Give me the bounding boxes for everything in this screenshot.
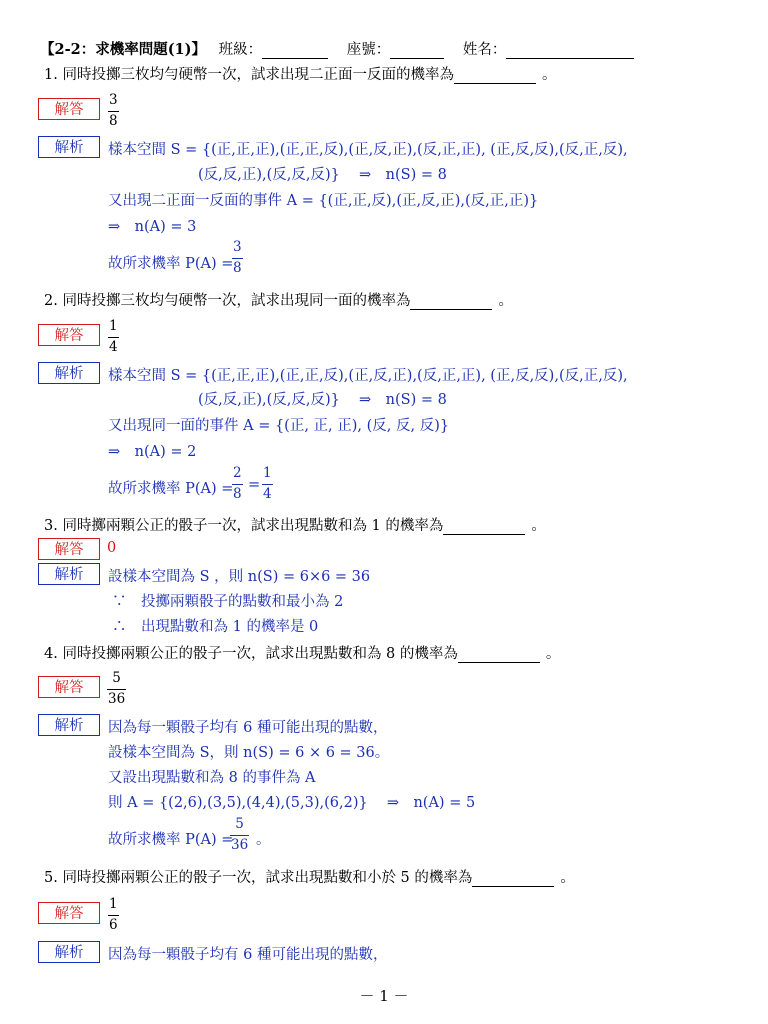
answer-label-1: 解答 xyxy=(38,98,100,120)
question-5 xyxy=(44,866,575,887)
explanation-label-2: 解析 xyxy=(38,362,100,384)
answer-4-denominator: 36 xyxy=(108,690,126,707)
question-3 xyxy=(44,514,546,535)
answer-5-numerator: 1 xyxy=(109,896,118,912)
q3-explanation-line-3: ∴ 出現點數和為 1 的機率是 0 xyxy=(112,619,319,635)
explanation-label-4: 解析 xyxy=(38,714,100,736)
question-4-end: 。 xyxy=(545,646,561,662)
answer-4-fraction xyxy=(107,672,126,706)
question-2 xyxy=(44,289,513,310)
q4-probability-text: 故所求機率 P(A) = xyxy=(108,832,234,848)
q2-prob2-denominator: 4 xyxy=(263,485,272,502)
q1-explanation-line-4: ⇒ n(A) = 3 xyxy=(108,219,197,235)
q2-explanation-line-3: 又出現同一面的事件 A = {(正, 正, 正), (反, 反, 反)} xyxy=(108,418,450,434)
q4-explanation-line-3: 又設出現點數和為 8 的事件為 A xyxy=(108,770,316,786)
answer-5-denominator: 6 xyxy=(109,916,118,933)
explanation-label-3: 解析 xyxy=(38,563,100,585)
answer-blank-1[interactable] xyxy=(454,67,536,84)
q2-explanation-line-1: 樣本空間 S = {(正,正,正),(正,正,反),(正,反,正),(反,正,正), (正,反,反),(反,正,反), xyxy=(108,368,628,384)
q1-explanation-line-1: 樣本空間 S = {(正,正,正),(正,正,反),(正,反,正),(反,正,正), (正,反,反),(反,正,反), xyxy=(108,142,628,158)
question-4 xyxy=(44,642,560,663)
q4-probability-end: 。 xyxy=(256,832,271,848)
answer-1-numerator: 3 xyxy=(109,92,118,108)
seat-blank[interactable] xyxy=(390,42,444,59)
answer-1-denominator: 8 xyxy=(109,112,118,129)
q3-explanation-line-2: ∵ 投擲兩顆骰子的點數和最小為 2 xyxy=(112,594,344,610)
question-1 xyxy=(44,63,556,84)
answer-blank-3[interactable] xyxy=(443,518,525,535)
q4-probability-fraction xyxy=(230,818,249,852)
q4-prob-numerator: 5 xyxy=(235,816,244,832)
q5-explanation-line-1: 因為每一顆骰子均有 6 種可能出現的點數， xyxy=(108,947,388,963)
answer-label-3: 解答 xyxy=(38,538,100,560)
q1-probability-text: 故所求機率 P(A) = xyxy=(108,256,234,272)
name-label: 姓名： xyxy=(462,42,507,58)
q2-probability-fraction-1 xyxy=(232,467,243,501)
q3-explanation-line-1: 設樣本空間為 S ，則 n(S) = 6×6 = 36 xyxy=(108,569,371,585)
answer-3-value: 0 xyxy=(107,540,117,556)
explanation-label-1: 解析 xyxy=(38,136,100,158)
answer-1-fraction xyxy=(108,94,119,128)
q2-explanation-line-4: ⇒ n(A) = 2 xyxy=(108,444,197,460)
seat-label: 座號： xyxy=(346,42,391,58)
q2-prob1-numerator: 2 xyxy=(233,465,242,481)
question-3-text: 3. 同時擲兩顆公正的骰子一次，試求出現點數和為 1 的機率為 xyxy=(44,518,444,534)
question-5-text: 5. 同時投擲兩顆公正的骰子一次，試求出現點數和小於 5 的機率為 xyxy=(44,870,473,886)
q1-explanation-line-3: 又出現二正面一反面的事件 A = {(正,正,反),(正,反,正),(反,正,正)} xyxy=(108,193,539,209)
q2-equals-sign: = xyxy=(248,477,261,493)
answer-blank-2[interactable] xyxy=(410,293,492,310)
answer-blank-5[interactable] xyxy=(472,870,554,887)
question-1-text: 1. 同時投擲三枚均勻硬幣一次，試求出現二正面一反面的機率為 xyxy=(44,67,454,83)
q2-probability-fraction-2 xyxy=(262,467,273,501)
answer-5-fraction xyxy=(108,898,119,932)
q1-prob-denominator: 8 xyxy=(233,259,242,276)
q2-prob2-numerator: 1 xyxy=(263,465,272,481)
question-4-text: 4. 同時投擲兩顆公正的骰子一次，試求出現點數和為 8 的機率為 xyxy=(44,646,458,662)
question-5-end: 。 xyxy=(560,870,575,886)
q4-prob-denominator: 36 xyxy=(231,836,249,853)
q2-explanation-line-2: (反,反,正),(反,反,反)} ⇒ n(S) = 8 xyxy=(198,392,447,408)
answer-label-5: 解答 xyxy=(38,902,100,924)
answer-label-4: 解答 xyxy=(38,676,100,698)
q1-probability-fraction xyxy=(232,241,243,275)
q2-prob1-denominator: 8 xyxy=(233,485,242,502)
question-3-end: 。 xyxy=(531,518,546,534)
answer-4-numerator: 5 xyxy=(112,670,121,686)
q4-explanation-line-1: 因為每一顆骰子均有 6 種可能出現的點數， xyxy=(108,720,388,736)
answer-2-numerator: 1 xyxy=(109,318,118,334)
answer-2-denominator: 4 xyxy=(109,338,118,355)
q1-prob-numerator: 3 xyxy=(233,239,242,255)
name-blank[interactable] xyxy=(506,42,634,59)
explanation-label-5: 解析 xyxy=(38,941,100,963)
worksheet-title: 【2-2：求機率問題(1)】 xyxy=(40,41,207,58)
question-1-end: 。 xyxy=(541,67,557,83)
worksheet-header xyxy=(40,38,634,59)
answer-blank-4[interactable] xyxy=(458,646,540,663)
class-label: 班級： xyxy=(218,42,263,58)
q2-probability-text: 故所求機率 P(A) = xyxy=(108,481,234,497)
q4-explanation-line-4: 則 A = {(2,6),(3,5),(4,4),(5,3),(6,2)} ⇒ n(A) = 5 xyxy=(108,795,476,811)
class-blank[interactable] xyxy=(262,42,328,59)
question-2-text: 2. 同時投擲三枚均勻硬幣一次，試求出現同一面的機率為 xyxy=(44,293,411,309)
answer-2-fraction xyxy=(108,320,119,354)
question-2-end: 。 xyxy=(498,293,513,309)
page-number: － 1 － xyxy=(359,987,409,1005)
answer-label-2: 解答 xyxy=(38,324,100,346)
q4-explanation-line-2: 設樣本空間為 S，則 n(S) = 6 × 6 = 36。 xyxy=(108,745,390,761)
q1-explanation-line-2: (反,反,正),(反,反,反)} ⇒ n(S) = 8 xyxy=(198,167,447,183)
